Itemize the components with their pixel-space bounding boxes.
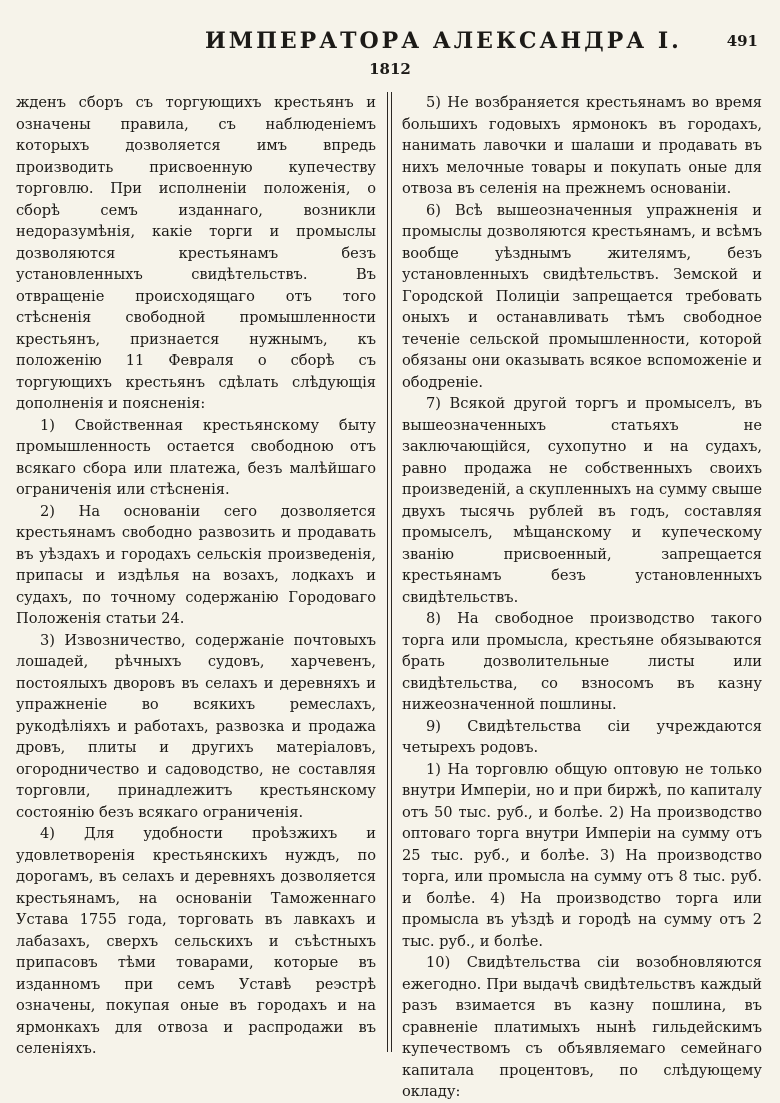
paragraph-item-4: 4) Для удобности проѣзжихъ и удовлетворенія крестьянскихъ нуждъ, по дорогамъ, въ селахъ и деревняхъ дозволяется крестьянамъ, на основаніи Таможеннаго Устава 1755 года, торговать въ лавкахъ и лабазахъ, сверхъ сельскихъ и съѣстныхъ припасовъ тѣми товарами, которые въ изданномъ при семъ Уставѣ реэстрѣ означены, покупая оные въ городахъ и на ярмонкахъ для отвоза и распродажи въ селеніяхъ.	[16, 825, 376, 1057]
paragraph-item-6: 6) Всѣ вышеозначенныя упражненія и промыслы дозволяются крестьянамъ, и всѣмъ вообще уѣзднымъ жителямъ, безъ установленныхъ свидѣтельствъ. Земской и Городской Полиціи запрещается требовать оныхъ и останавливать тѣмъ свободное теченіе сельской промышленности, которой обязаны они оказывать всякое вспоможеніе и ободреніе.	[402, 201, 762, 391]
year-heading: 1812	[369, 60, 411, 78]
paragraph-item-10: 10) Свидѣтельства сіи возобновляются ежегодно. При выдачѣ свидѣтельствъ каждый разъ взимается въ казну пошлина, въ сравненіе платимыхъ нынѣ гильдейскимъ купечествомъ съ объявляемаго семейнаго капитала процентовъ, по слѣдующему окладу:	[402, 954, 762, 1100]
paragraph-item-3: 3) Извозничество, содержаніе почтовыхъ лошадей, рѣчныхъ судовъ, харчевенъ, постоялыхъ дворовъ въ селахъ и деревняхъ и упражненіе во всякихъ ремеслахъ, рукодѣліяхъ и работахъ, развозка и продажа дровъ, плиты и другихъ матеріаловъ, огородничество и садоводство, не составляя торговли, принадлежитъ крестьянскому состоянію безъ всякаго ограниченія.	[16, 631, 376, 821]
paragraph-item-1: 1) Свойственная крестьянскому быту промышленность остается свободною отъ всякаго сбора или платежа, безъ малѣйшаго ограниченія или стѣсненія.	[16, 416, 376, 498]
right-column	[402, 92, 762, 1103]
paragraph-item-2: 2) На основаніи сего дозволяется крестьянамъ свободно развозить и продавать въ уѣздахъ и городахъ сельскія произведенія, припасы и издѣлья на возахъ, лодкахъ и судахъ, по точному содержанію Городоваго Положенія статьи 24.	[16, 502, 376, 627]
column-divider	[387, 92, 392, 1052]
paragraph-item-7: 7) Всякой другой торгъ и промыселъ, въ вышеозначенныхъ статьяхъ не заключающійся, сухопутно и на судахъ, равно продажа не собственныхъ своихъ произведеній, а скупленныхъ на сумму свыше двухъ тысячь рублей въ годъ, составляя промыселъ, мѣщанскому и купеческому званію присвоенный, запрещается крестьянамъ безъ установленныхъ свидѣтельствъ.	[402, 395, 762, 606]
paragraph-continuation: жденъ сборъ съ торгующихъ крестьянъ и означены правила, съ наблюденіемъ которыхъ дозволяется имъ впредь производить присвоенную купечеству торговлю. При исполненіи положенія, о сборѣ семъ изданнаго, возникли недоразумѣнія, какіе торги и промыслы дозволяются крестьянамъ безъ установленныхъ свидѣтельствъ. Въ отвращеніе происходящаго отъ того стѣсненія свободной промышленности крестьянъ, признается нужнымъ, къ положенію 11 Февраля о сборѣ съ торгующихъ крестьянъ сдѣлать слѣдующія дополненія и поясненія:	[16, 94, 376, 412]
page-header	[0, 22, 780, 56]
paragraph-item-5: 5) Не возбраняется крестьянамъ во время большихъ годовыхъ ярмонокъ въ городахъ, нанимать лавочки и шалаши и продавать въ нихъ мелочные товары и покупать оные для отвоза въ селенія на прежнемъ основаніи.	[402, 94, 762, 197]
left-column	[16, 92, 376, 1060]
page-number: 491	[726, 32, 758, 50]
paragraph-item-8: 8) На свободное производство такого торга или промысла, крестьяне обязываются брать дозволительные листы или свидѣтельства, со взносомъ въ казну нижеозначенной пошлины.	[402, 610, 762, 713]
paragraph-item-9: 9) Свидѣтельства сіи учреждаются четырехъ родовъ.	[402, 717, 762, 756]
paragraph-item-9-list: 1) На торговлю общую оптовую не только внутри Имперіи, но и при биржѣ, по капиталу отъ 50 тыс. руб., и болѣе. 2) На производство оптоваго торга внутри Имперіи на сумму отъ 25 тыс. руб., и болѣе. 3) На производство торга, или промысла на сумму отъ 8 тыс. руб. и болѣе. 4) На производство торга или промысла въ уѣздѣ и городѣ на сумму отъ 2 тыс. руб., и болѣе.	[402, 760, 762, 950]
running-title: ИМПЕРАТОРА АЛЕКСАНДРА I.	[205, 28, 682, 54]
